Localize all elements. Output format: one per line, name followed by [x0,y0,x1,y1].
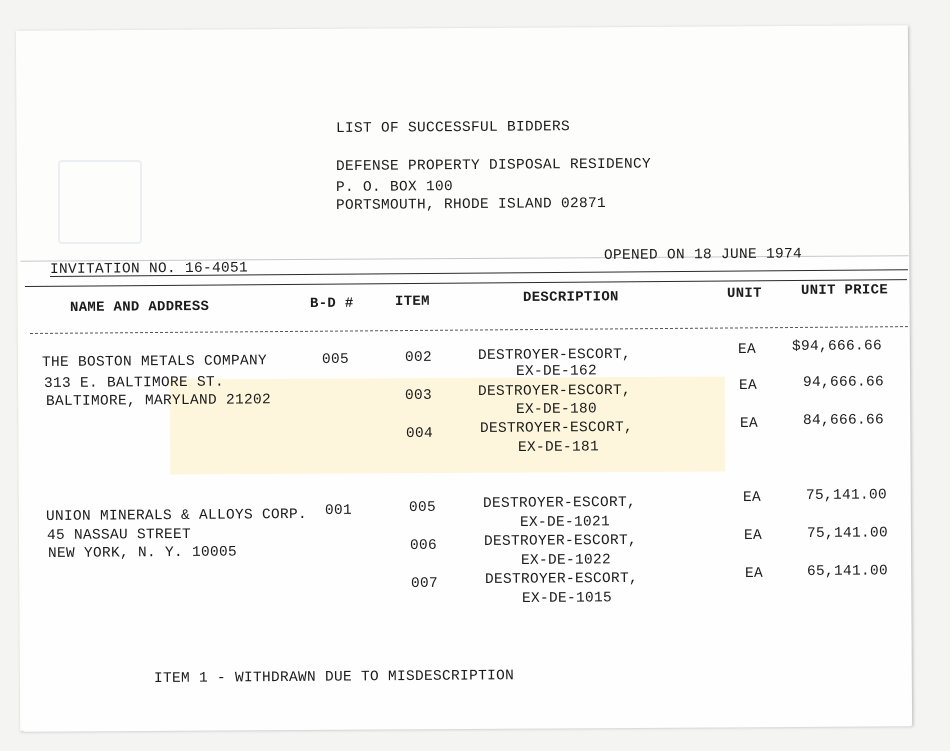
item-description-line1: DESTROYER-ESCORT, [477,346,632,364]
bidder-2-bd-number: 001 [324,502,353,519]
bidder-1-name: THE BOSTON METALS COMPANY [41,353,268,371]
col-bd-header: B-D # [309,295,354,312]
item-unit: EA [744,565,764,582]
bidder-2-address-line1: 45 NASSAU STREET [46,526,192,544]
item-description-line2: EX-DE-162 [515,363,598,380]
col-price-header: UNIT PRICE [800,282,889,299]
item-unit: EA [739,415,759,432]
yellow-stain [170,377,725,475]
opened-date: OPENED ON 18 JUNE 1974 [603,246,803,264]
item-description-line1: DESTROYER-ESCORT, [479,419,634,437]
faded-seal [58,160,142,244]
item-unit: EA [743,527,763,544]
item-unit-price: 84,666.66 [802,412,885,429]
bidder-2-name: UNION MINERALS & ALLOYS CORP. [45,506,308,525]
col-unit-header: UNIT [726,285,762,302]
item-number: 002 [404,349,433,366]
item-unit: EA [738,377,758,394]
item-unit-price: $94,666.66 [791,338,883,355]
bidder-1-address-line2: BALTIMORE, MARYLAND 21202 [45,392,272,410]
document-title: LIST OF SUCCESSFUL BIDDERS [335,119,571,137]
item-unit-price: 75,141.00 [806,525,889,542]
item-description-line1: DESTROYER-ESCORT, [482,494,637,512]
item-description-line2: EX-DE-1021 [519,514,611,531]
item-number: 003 [404,387,433,404]
item-unit-price: 65,141.00 [806,563,889,580]
item-description-line2: EX-DE-1015 [521,590,613,607]
item-number: 005 [408,499,437,516]
item-description-line1: DESTROYER-ESCORT, [484,570,639,588]
item-description-line2: EX-DE-180 [515,401,598,418]
item-unit-price: 94,666.66 [802,374,885,391]
org-city: PORTSMOUTH, RHODE ISLAND 02871 [335,195,607,214]
org-po-box: P. O. BOX 100 [335,179,454,196]
item-description-line1: DESTROYER-ESCORT, [483,532,638,550]
bidder-1-bd-number: 005 [321,351,350,368]
item-number: 006 [409,537,438,554]
bidder-1-address-line1: 313 E. BALTIMORE ST. [43,374,225,392]
col-name-header: NAME AND ADDRESS [69,298,210,316]
item-unit: EA [737,341,757,358]
item-description-line1: DESTROYER-ESCORT, [477,382,632,400]
item-number: 004 [405,425,434,442]
item-description-line2: EX-DE-1022 [520,552,612,569]
invitation-number: INVITATION NO. 16-4051 [49,260,249,278]
item-number: 007 [410,575,439,592]
withdrawal-note: ITEM 1 - WITHDRAWN DUE TO MISDESCRIPTION [153,668,515,687]
item-unit: EA [742,489,762,506]
item-description-line2: EX-DE-181 [517,439,600,456]
col-item-header: ITEM [394,293,430,310]
bidder-2-address-line2: NEW YORK, N. Y. 10005 [47,544,238,562]
org-name: DEFENSE PROPERTY DISPOSAL RESIDENCY [335,156,652,175]
item-unit-price: 75,141.00 [805,487,888,504]
col-description-header: DESCRIPTION [522,289,619,306]
